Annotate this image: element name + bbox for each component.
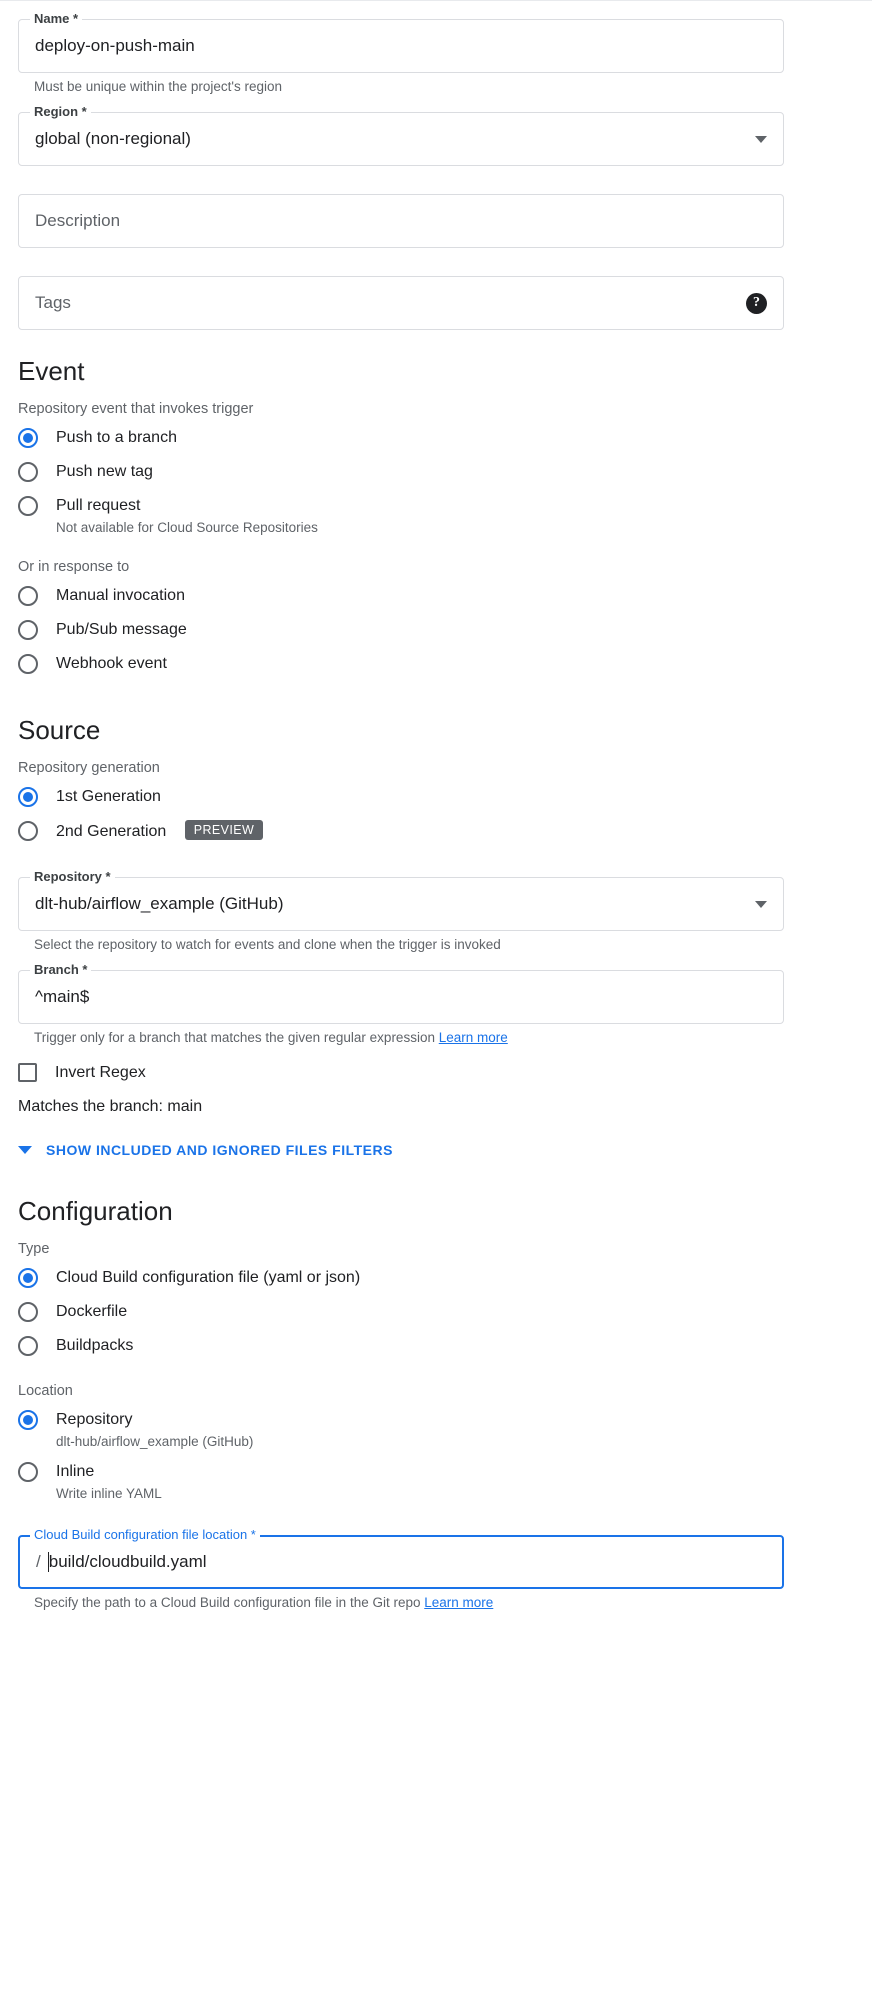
- repository-helper-text: Select the repository to watch for events and clone when the trigger is invoked: [34, 937, 501, 952]
- generation-label-wrap: [56, 786, 161, 808]
- config-file-location-input[interactable]: [18, 1535, 784, 1589]
- branch-field-legend: Branch *: [30, 962, 91, 977]
- radio-icon[interactable]: [18, 821, 38, 841]
- radio-icon[interactable]: [18, 1462, 38, 1482]
- event-option-label-wrap: [56, 495, 318, 535]
- source-section-title: Source: [18, 715, 101, 745]
- description-field[interactable]: [18, 194, 784, 248]
- radio-icon[interactable]: [18, 1336, 38, 1356]
- config-type-label-wrap: [56, 1335, 133, 1357]
- event-option-label: Webhook event: [56, 655, 167, 672]
- invert-regex-row[interactable]: [18, 1063, 854, 1082]
- region-select[interactable]: [18, 112, 784, 166]
- preview-badge: PREVIEW: [185, 820, 263, 840]
- event-subtitle: Repository event that invokes trigger: [18, 401, 254, 417]
- help-icon[interactable]: ?: [746, 293, 767, 314]
- event-option-label: Pub/Sub message: [56, 621, 187, 638]
- config-file-location-legend: Cloud Build configuration file location *: [30, 1527, 260, 1542]
- description-placeholder: Description: [35, 211, 121, 230]
- form-content: [0, 11, 872, 1610]
- source-generation-1st[interactable]: [18, 786, 854, 808]
- event-option-manual-invocation[interactable]: [18, 585, 854, 607]
- config-type-dockerfile[interactable]: [18, 1301, 854, 1323]
- radio-icon[interactable]: [18, 586, 38, 606]
- event-option-label-wrap: [56, 427, 177, 449]
- tags-field[interactable]: [18, 276, 784, 330]
- config-location-label-wrap: [56, 1461, 162, 1501]
- config-location-repository[interactable]: [18, 1409, 854, 1449]
- event-option-label: Push to a branch: [56, 429, 177, 446]
- repository-select-value: dlt-hub/airflow_example (GitHub): [35, 894, 284, 913]
- event-option-webhook-event[interactable]: [18, 653, 854, 675]
- chevron-down-icon: [18, 1146, 32, 1154]
- config-location-inline[interactable]: [18, 1461, 854, 1501]
- invert-regex-label: Invert Regex: [55, 1063, 146, 1081]
- event-option-push-new-tag[interactable]: [18, 461, 854, 483]
- radio-icon[interactable]: [18, 620, 38, 640]
- config-type-label-wrap: [56, 1301, 127, 1323]
- branch-field[interactable]: [18, 962, 784, 1024]
- event-option-label-wrap: [56, 461, 153, 483]
- configuration-section-title: Configuration: [18, 1196, 173, 1226]
- region-field-legend: Region *: [30, 104, 91, 119]
- name-field[interactable]: [18, 11, 784, 73]
- branch-helper: [34, 1030, 854, 1045]
- config-type-label: Dockerfile: [56, 1303, 128, 1320]
- radio-icon[interactable]: [18, 428, 38, 448]
- radio-icon[interactable]: [18, 1268, 38, 1288]
- event-option-push-to-branch[interactable]: [18, 427, 854, 449]
- config-type-label-wrap: [56, 1267, 360, 1289]
- name-input[interactable]: [18, 19, 784, 73]
- config-type-buildpacks[interactable]: [18, 1335, 854, 1357]
- tags-placeholder: Tags: [35, 293, 71, 312]
- region-select-value: global (non-regional): [35, 129, 191, 148]
- radio-icon[interactable]: [18, 1302, 38, 1322]
- source-generation-2nd[interactable]: [18, 820, 854, 843]
- branch-input-value: ^main$: [35, 987, 90, 1006]
- branch-helper-text: Trigger only for a branch that matches the given regular expression: [34, 1030, 435, 1045]
- generation-label: 2nd Generation: [56, 823, 167, 840]
- generation-label-wrap: [56, 820, 263, 843]
- config-file-location-value: build/cloudbuild.yaml: [48, 1552, 207, 1571]
- show-files-filters-label: SHOW INCLUDED AND IGNORED FILES FILTERS: [46, 1142, 393, 1158]
- config-type-cloudbuild[interactable]: [18, 1267, 854, 1289]
- branch-input[interactable]: [18, 970, 784, 1024]
- radio-icon[interactable]: [18, 787, 38, 807]
- event-option-sublabel: Not available for Cloud Source Repositories: [56, 520, 318, 535]
- config-location-sublabel: dlt-hub/airflow_example (GitHub): [56, 1434, 254, 1449]
- branch-match-text: Matches the branch: main: [18, 1098, 203, 1115]
- config-type-label: Buildpacks: [56, 1337, 134, 1354]
- config-file-location-helper-text: Specify the path to a Cloud Build configuration file in the Git repo: [34, 1595, 421, 1610]
- chevron-down-icon[interactable]: [755, 901, 767, 908]
- show-files-filters-toggle[interactable]: [18, 1142, 854, 1158]
- radio-icon[interactable]: [18, 462, 38, 482]
- radio-icon[interactable]: [18, 654, 38, 674]
- path-prefix: /: [36, 1552, 41, 1571]
- config-location-label: Repository: [56, 1411, 133, 1428]
- event-option-label: Manual invocation: [56, 587, 185, 604]
- config-location-label: Inline: [56, 1463, 95, 1480]
- config-type-label: Cloud Build configuration file (yaml or json): [56, 1269, 361, 1286]
- event-option-label-wrap: [56, 585, 185, 607]
- event-option-label-wrap: [56, 653, 167, 675]
- branch-learn-more-link[interactable]: Learn more: [438, 1030, 508, 1045]
- config-learn-more-link[interactable]: Learn more: [424, 1595, 494, 1610]
- repository-field[interactable]: [18, 869, 784, 931]
- event-or-label: Or in response to: [18, 559, 130, 575]
- description-input[interactable]: [18, 194, 784, 248]
- generation-label: 1st Generation: [56, 788, 161, 805]
- config-location-sublabel: Write inline YAML: [56, 1486, 162, 1501]
- name-field-legend: Name *: [30, 11, 82, 26]
- event-section-title: Event: [18, 356, 85, 386]
- configuration-location-label: Location: [18, 1383, 73, 1399]
- top-divider: [0, 0, 872, 1]
- configuration-type-label: Type: [18, 1241, 50, 1257]
- tags-input[interactable]: [18, 276, 784, 330]
- region-field[interactable]: [18, 104, 784, 166]
- event-option-pubsub-message[interactable]: [18, 619, 854, 641]
- spacer: [18, 172, 854, 194]
- config-location-label-wrap: [56, 1409, 253, 1449]
- config-file-location-field[interactable]: [18, 1527, 784, 1589]
- spacer: [18, 855, 854, 877]
- repository-select[interactable]: [18, 877, 784, 931]
- name-helper-text: Must be unique within the project's region: [34, 79, 282, 94]
- repository-field-legend: Repository *: [30, 869, 115, 884]
- radio-icon[interactable]: [18, 1410, 38, 1430]
- checkbox-icon[interactable]: [18, 1063, 37, 1082]
- event-option-pull-request[interactable]: [18, 495, 854, 535]
- source-generation-label: Repository generation: [18, 760, 160, 776]
- spacer: [18, 254, 854, 276]
- event-option-label-wrap: [56, 619, 187, 641]
- config-file-location-helper: [34, 1595, 854, 1610]
- radio-icon[interactable]: [18, 496, 38, 516]
- event-option-label: Push new tag: [56, 463, 153, 480]
- chevron-down-icon[interactable]: [755, 136, 767, 143]
- event-option-label: Pull request: [56, 497, 141, 514]
- name-input-value: deploy-on-push-main: [35, 36, 195, 55]
